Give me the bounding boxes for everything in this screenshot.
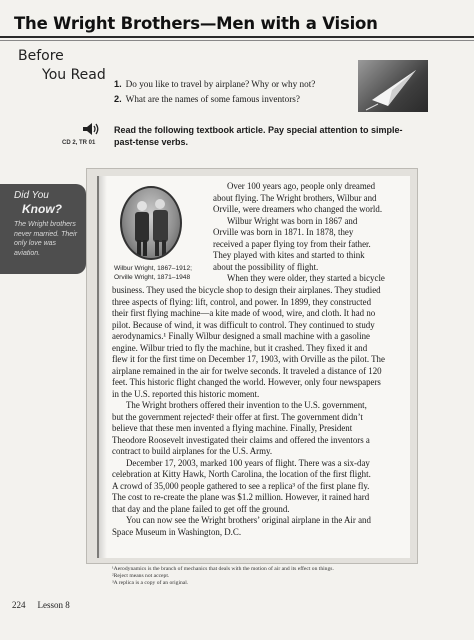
article-line: The Wright brothers offered their invention to the U.S. government,: [126, 400, 367, 410]
article-line: in the U.S. reported this historic moment.: [112, 388, 260, 399]
title-rule: [0, 36, 474, 38]
article-line: Orville, were dreamers who changed the world.: [213, 204, 383, 214]
photo-caption: [114, 264, 210, 282]
article-line: airplane remained in the air for twelve seconds. It traveled a distance of 120: [112, 365, 382, 376]
did-you-know-heading-line2: Know?: [22, 202, 62, 216]
article-line: that day and the plane failed to get off the ground.: [112, 503, 290, 514]
cd-track-label: CD 2, TR 01: [62, 140, 96, 146]
article-line: They played with kites and started to think: [213, 250, 365, 260]
article-line: but the government rejected² their offer at first. The government didn’t: [112, 411, 363, 422]
article-text-full-width: [112, 285, 405, 538]
question-item: [114, 77, 344, 92]
article-line: contract to build airplanes for the U.S. Army.: [112, 446, 273, 456]
article-line: Orville was born in 1871. In 1878, they: [213, 227, 354, 237]
article-line: business. They used the bicycle shop to design their airplanes. They studied: [112, 285, 381, 295]
article-line: aerodynamics.¹ Finally Wilbur designed a small machine with a gasoline: [112, 331, 370, 341]
footnotes: [112, 566, 412, 588]
article-line: celebration at Kitty Hawk, North Carolina, the location of the first flight.: [112, 469, 371, 479]
footnote-reject: ²Reject means not accept.: [112, 573, 170, 580]
paper-plane-photo: [358, 60, 428, 112]
wright-brothers-portrait: [120, 186, 182, 260]
caption-line-wilbur: Wilbur Wright, 1867–1912;: [114, 265, 192, 272]
footnote-replica: ³A replica is a copy of an original.: [112, 580, 189, 587]
question-number: 2.: [114, 94, 122, 104]
article-line: feet. This historic flight changed the world. However, only four newspapers: [112, 377, 381, 387]
did-you-know-heading-line1: Did You: [14, 190, 49, 201]
speaker-icon[interactable]: [82, 122, 100, 136]
article-line: about flying. The Wright brothers, Wilbur and: [213, 192, 377, 203]
article-line: believe that these men invented a flying machine. Finally, President: [112, 423, 353, 433]
article-line: When they were older, they started a bicycle: [227, 273, 385, 283]
portrait-figures: [122, 188, 180, 258]
article-line: You can now see the Wright brothers’ original airplane in the Air and: [126, 515, 371, 525]
book-spine-shadow: [99, 176, 107, 558]
footnote-aerodynamics: ¹Aerodynamics is the branch of mechanics that deals with the motion of air and its effect on things.: [112, 566, 334, 572]
article-line: Space Museum in Washington, D.C.: [112, 526, 242, 537]
article-line: The cost to re-create the plane was $1.2 million. However, it rained hard: [112, 492, 370, 502]
page-footer: [12, 600, 70, 610]
article-line: December 17, 2003, marked 100 years of flight. There was a six-day: [126, 457, 370, 468]
article-line: their first flying machine—a kite made of wood, wire, and cloth. It had no: [112, 308, 376, 318]
before-you-read-heading-line2: You Read: [42, 67, 106, 83]
article-line: flew it for the first time on December 17, 1903, with Orville as the pilot. The: [112, 354, 385, 364]
did-you-know-box: [0, 184, 86, 274]
paper-plane-icon: [358, 60, 428, 112]
reading-instruction: Read the following textbook article. Pay special attention to simple-past-tense verbs.: [114, 125, 403, 147]
lesson-label: Lesson 8: [37, 600, 70, 610]
question-text: Do you like to travel by airplane? Why or why not?: [125, 79, 316, 89]
question-number: 1.: [114, 79, 122, 89]
question-text: What are the names of some famous inventors?: [125, 94, 300, 104]
article-line: engine. Wilbur tried to fly the machine, but it crashed. They fixed it and: [112, 342, 368, 353]
question-item: [114, 92, 344, 107]
article-line: received a paper flying toy from their father.: [213, 238, 371, 249]
article-text-beside-photo: [213, 181, 405, 285]
article-line: about the possibility of flight.: [213, 261, 319, 272]
page-number: 224: [12, 600, 26, 610]
before-you-read-heading-line1: Before: [18, 48, 64, 64]
article-line: A crowd of 35,000 people gathered to see a replica³ of the first plane fly.: [112, 480, 370, 491]
article-line: Over 100 years ago, people only dreamed: [227, 181, 376, 191]
article-line: pilot. Because of wind, it was difficult to control. They continued to study: [112, 319, 375, 330]
title-rule-thin: [0, 40, 474, 41]
caption-line-orville: Orville Wright, 1871–1948: [114, 274, 191, 281]
page-title: The Wright Brothers—Men with a Vision: [14, 14, 378, 33]
article-line: Wilbur Wright was born in 1867 and: [227, 215, 358, 226]
article-line: three aspects of flying: lift, control, and power. In 1899, they constructed: [112, 296, 372, 307]
before-you-read-questions: [114, 77, 344, 107]
article-line: Theodore Roosevelt investigated their claims and offered the inventors a: [112, 434, 370, 445]
did-you-know-text: The Wright brothers never married. Their only love was aviation.: [14, 221, 78, 257]
